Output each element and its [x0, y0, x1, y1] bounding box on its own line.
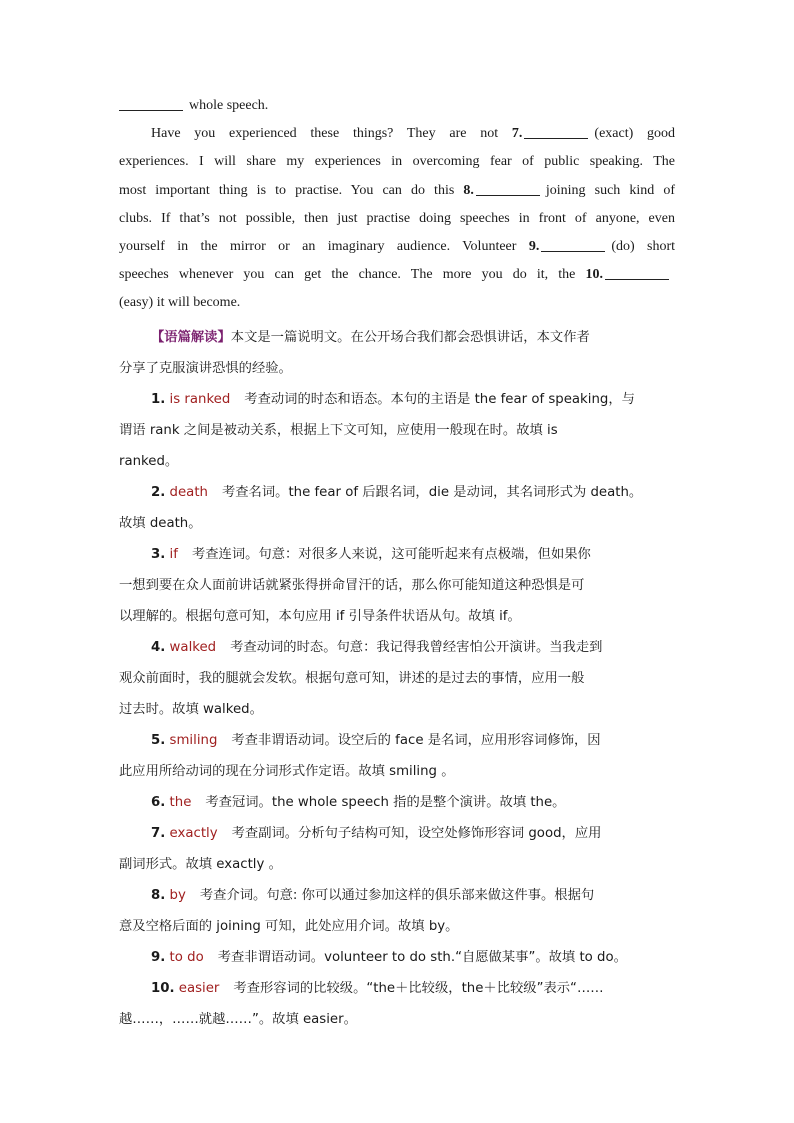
explanation-line [119, 911, 675, 942]
explanation-line [119, 415, 675, 446]
explanation-line [119, 570, 675, 601]
explanation-item-8 [119, 880, 675, 911]
explanation-line [119, 508, 675, 539]
explanation-text: 谓语 rank 之间是被动关系，根据上下文可知，应使用一般现在时。故填 is [119, 422, 558, 438]
item-number: 4. [151, 639, 166, 655]
explanation-text: 考查非谓语动词。volunteer to do sth.“自愿做某事”。故填 to do。 [217, 949, 627, 965]
explanation-item-4 [119, 632, 675, 663]
item-number: 7. [151, 825, 166, 841]
passage-line [119, 92, 675, 120]
explanation-line [119, 601, 675, 632]
explanation-text: 考查非谓语动词。设空后的 face 是名词，应用形容词修饰，因 [231, 732, 601, 748]
item-number: 1. [151, 391, 166, 407]
answer-blank [524, 124, 588, 139]
passage-text: joining such kind of [545, 182, 676, 198]
item-number: 6. [151, 794, 166, 810]
answer-blank [605, 265, 669, 280]
explanation-text: 以理解的。根据句意可知，本句应用 if 引导条件状语从句。故填 if。 [119, 608, 521, 624]
explanation-text: 考查副词。分析句子结构可知，设空处修饰形容词 good，应用 [231, 825, 602, 841]
explanation-text: 考查动词的时态和语态。本句的主语是 the fear of speaking，与 [244, 391, 635, 407]
answer-key: exactly [169, 825, 218, 841]
passage-line [119, 233, 675, 261]
discourse-analysis [119, 322, 675, 353]
explanation-line [119, 756, 675, 787]
explanation-text: 副词形式。故填 exactly 。 [119, 856, 282, 872]
explanation-item-9 [119, 942, 675, 973]
blank-number: 9. [528, 239, 540, 255]
item-number: 9. [151, 949, 166, 965]
passage-line [119, 205, 675, 233]
explanation-text: 考查介词。句意: 你可以通过参加这样的俱乐部来做这件事。根据句 [199, 887, 595, 903]
explanation-text: 意及空格后面的 joining 可知，此处应用介词。故填 by。 [119, 918, 459, 934]
explanation-text: 考查动词的时态。句意：我记得我曾经害怕公开演讲。当我走到 [230, 639, 603, 655]
passage-text: yourself in the mirror or an imaginary audience. Volunteer [119, 239, 517, 255]
explanation-text: 越……，……就越……”。故填 easier。 [119, 1011, 357, 1027]
answer-key: by [169, 887, 186, 903]
explanation-item-1 [119, 384, 675, 415]
explanation-text: 过去时。故填 walked。 [119, 701, 263, 717]
discourse-analysis-cont [119, 353, 675, 384]
explanation-text: 考查连词。句意：对很多人来说，这可能听起来有点极端，但如果你 [191, 546, 591, 562]
answer-key: the [169, 794, 192, 810]
blank-number: 7. [511, 126, 523, 142]
explanation-item-5 [119, 725, 675, 756]
explanation-text: 故填 death。 [119, 515, 202, 531]
explanation-text: 观众前面时，我的腿就会发软。根据句意可知，讲述的是过去的事情，应用一般 [119, 670, 585, 686]
explanation-text: 考查名词。the fear of 后跟名词，die 是动词，其名词形式为 death。 [221, 484, 643, 500]
passage-line [119, 120, 675, 148]
answer-blank [119, 96, 183, 111]
passage-text: clubs. If that’s not possible, then just practise doing speeches in front of anyone, even [119, 210, 675, 226]
explanation-line [119, 1004, 675, 1035]
passage-text: (do) short [611, 239, 676, 255]
document-page [119, 92, 675, 1035]
answer-key: death [169, 484, 208, 500]
explanation-line [119, 849, 675, 880]
analysis-text: 分享了克服演讲恐惧的经验。 [119, 360, 292, 376]
passage-line [119, 177, 675, 205]
item-number: 2. [151, 484, 166, 500]
explanation-line [119, 694, 675, 725]
passage-text: speeches whenever you can get the chance. The more you do it, the [119, 267, 576, 283]
explanation-text: 一想到要在众人面前讲话就紧张得拼命冒汗的话，那么你可能知道这种恐惧是可 [119, 577, 585, 593]
passage [119, 92, 675, 318]
explanation-text: 考查冠词。the whole speech 指的是整个演讲。故填 the。 [205, 794, 566, 810]
passage-text: Have you experienced these things? They are not [151, 126, 499, 142]
passage-text: most important thing is to practise. You can do this [119, 182, 455, 198]
answer-blank [476, 181, 540, 196]
explanation-text: ranked。 [119, 453, 179, 469]
item-number: 5. [151, 732, 166, 748]
explanation-item-6 [119, 787, 675, 818]
section-tag: 【语篇解读】 [151, 329, 231, 345]
analysis-text: 本文是一篇说明文。在公开场合我们都会恐惧讲话，本文作者 [230, 329, 590, 345]
answer-key: easier [178, 980, 220, 996]
answer-key: walked [169, 639, 217, 655]
explanation-text: 考查形容词的比较级。“the＋比较级，the＋比较级”表示“…… [233, 980, 604, 996]
item-number: 8. [151, 887, 166, 903]
explanation-item-3 [119, 539, 675, 570]
explanation-item-2 [119, 477, 675, 508]
blank-number: 8. [463, 182, 474, 198]
blank-number: 10. [585, 267, 604, 283]
passage-text: (exact) good [594, 126, 676, 142]
answer-explanations [119, 322, 675, 1035]
passage-line [119, 261, 675, 289]
explanation-line [119, 663, 675, 694]
passage-text: (easy) it will become. [119, 295, 241, 311]
explanation-item-10 [119, 973, 675, 1004]
answer-key: if [169, 546, 178, 562]
passage-line [119, 148, 675, 176]
item-number: 3. [151, 546, 166, 562]
passage-text: experiences. I will share my experiences in overcoming fear of public speaking. The [119, 154, 675, 170]
explanation-line [119, 446, 675, 477]
answer-key: is ranked [169, 391, 231, 407]
explanation-text: 此应用所给动词的现在分词形式作定语。故填 smiling 。 [119, 763, 455, 779]
answer-key: smiling [169, 732, 218, 748]
explanation-item-7 [119, 818, 675, 849]
passage-text: whole speech. [189, 98, 269, 113]
item-number: 10. [151, 980, 175, 996]
answer-key: to do [169, 949, 204, 965]
passage-line [119, 289, 675, 317]
answer-blank [541, 237, 605, 252]
